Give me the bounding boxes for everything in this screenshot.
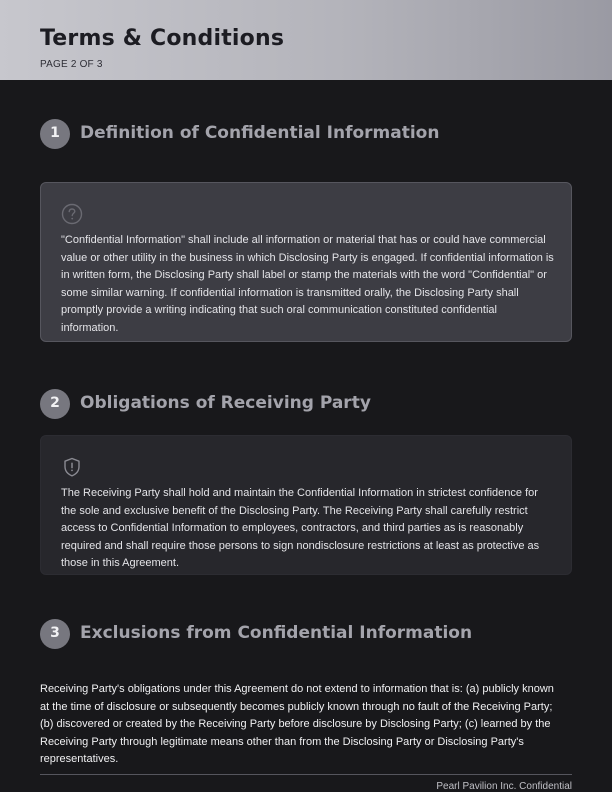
document-title: Terms & Conditions (40, 26, 285, 51)
section-3-body: Receiving Party's obligations under this Agreement do not extend to information that is: (a) publicly known at the time of disclosure or subsequently becomes publicly known through no fault of the Receiving Party; (b) discovered or created by the Receiving Party before disclosure by Disclosing Party; (c) learned by the Receiving Party through legitimate means other than from the Disclosing Party or Disclosing Party's representatives. (40, 683, 554, 766)
section-number-badge: 3 (40, 619, 70, 649)
section-title: Obligations of Receiving Party (80, 393, 371, 413)
section-title: Definition of Confidential Information (80, 123, 440, 143)
section-1-card (40, 182, 572, 342)
section-body: "Confidential Information" shall include all information or material that has or could have commercial value or other utility in the business in which Disclosing Party is engaged. If confidential information is in written form, the Disclosing Party shall label or stamp the materials with the word "Confidential" or some similar warning. If confidential information is transmitted orally, the Disclosing Party shall promptly provide a writing indicating that such oral communication constituted confidential information. (61, 234, 554, 334)
section-number-badge: 2 (40, 389, 70, 419)
shield-alert-icon (61, 456, 83, 478)
footer-confidential-note: Pearl Pavilion Inc. Confidential (436, 781, 572, 792)
section-number-badge: 1 (40, 119, 70, 149)
section-body: The Receiving Party shall hold and maintain the Confidential Information in strictest confidence for the sole and exclusive benefit of the Disclosing Party. The Receiving Party shall carefully restrict access to Confidential Information to employees, contractors, and third parties as is reasonably required and shall require those persons to sign nondisclosure restrictions at least as protective as those in this Agreement. (61, 487, 540, 570)
section-2-heading (40, 389, 580, 419)
page-header (0, 0, 612, 80)
page-indicator: PAGE 2 OF 3 (40, 59, 103, 70)
footer-divider (40, 774, 572, 775)
section-3-heading (40, 619, 580, 649)
section-1-heading (40, 119, 580, 149)
section-title: Exclusions from Confidential Information (80, 623, 473, 643)
question-circle-icon (61, 203, 83, 225)
section-2-card (40, 435, 572, 575)
